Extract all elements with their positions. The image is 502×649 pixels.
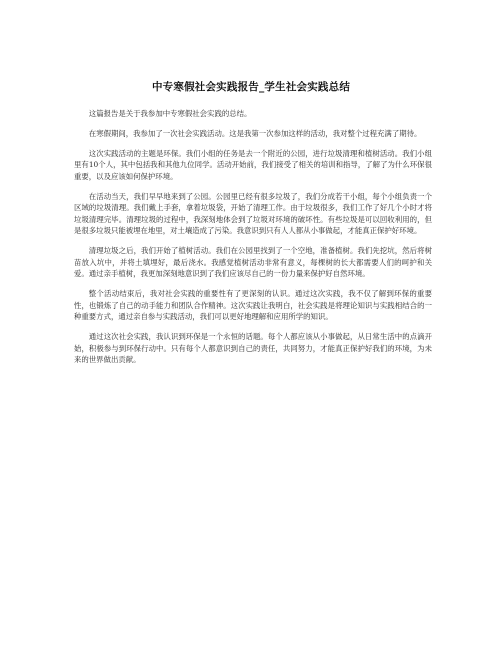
paragraph-reflection: 整个活动结束后，我对社会实践的重要性有了更深刻的认识。通过这次实践，我不仅了解到环保的重要性，也锻炼了自己的动手能力和团队合作精神。这次实践让我明白，社会实践是将理论知识与实践相结合的一种重要方式，通过亲自参与实践活动，我们可以更好地理解和应用所学的知识。 xyxy=(74,289,432,322)
document-title: 中专寒假社会实践报告_学生社会实践总结 xyxy=(151,81,351,93)
document-body xyxy=(74,108,432,374)
paragraph-conclusion: 通过这次社会实践，我认识到环保是一个永恒的话题。每个人都应该从小事做起，从日常生活中的点滴开始，积极参与到环保行动中。只有每个人都意识到自己的责任，共同努力，才能真正保护好我们的环境，为未来的世界做出贡献。 xyxy=(74,332,432,365)
paragraph-tree-planting: 清理垃圾之后，我们开始了植树活动。我们在公园里找到了一个空地，准备植树。我们先挖坑，然后将树苗放入坑中，并将土填埋好，最后浇水。我感觉植树活动非常有意义，每棵树的长大都需要人们的呵护和关爱。通过亲手植树，我更加深刻地意识到了我们应该尽自己的一份力量来保护好自然环境。 xyxy=(74,246,432,279)
paragraph-background: 在寒假期间，我参加了一次社会实践活动。这是我第一次参加这样的活动，我对整个过程充满了期待。 xyxy=(88,128,422,138)
paragraph-cleanup: 在活动当天，我们早早地来到了公园。公园里已经有很多垃圾了，我们分成若干小组，每个小组负责一个区域的垃圾清理。我们戴上手套，拿着垃圾袋，开始了清理工作。由于垃圾很多，我们工作了好几个小时才将垃圾清理完毕。清理垃圾的过程中，我深刻地体会到了垃圾对环境的破坏性。有些垃圾是可以回收利用的，但是很多垃圾只能被埋在地里，对土壤造成了污染。我意识到只有人人都从小事做起，才能真正保护好环境。 xyxy=(74,191,432,236)
paragraph-intro: 这篇报告是关于我参加中专寒假社会实践的总结。 xyxy=(88,109,252,118)
paragraph-theme: 这次实践活动的主题是环保。我们小组的任务是去一个附近的公园，进行垃圾清理和植树活动。我们小组里有10个人，其中包括我和其他九位同学。活动开始前，我们接受了相关的培训和指导，了解了为什么环保很重要，以及应该如何保护环境。 xyxy=(74,148,432,181)
